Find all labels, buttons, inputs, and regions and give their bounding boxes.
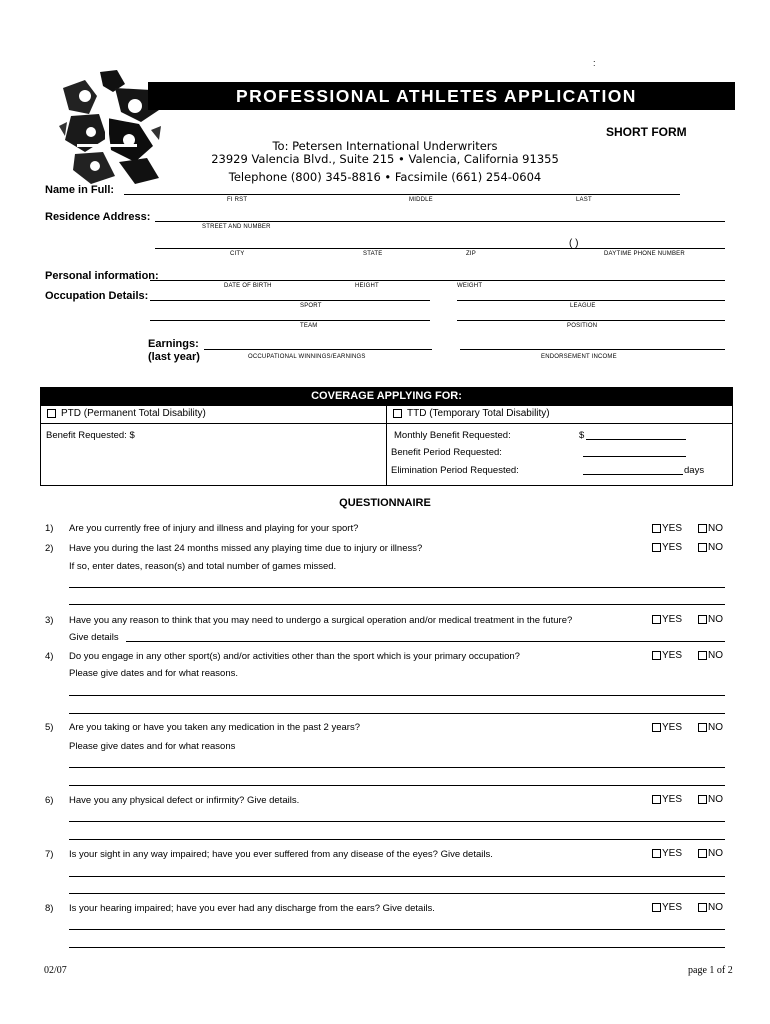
benefit-period-field[interactable] [583, 456, 686, 457]
q7-text: Is your sight in any way impaired; have you ever suffered from any disease of the eyes? Give details. [69, 849, 493, 860]
ptd-label: PTD (Permanent Total Disability) [61, 408, 206, 419]
q5-yes-checkbox[interactable] [652, 723, 661, 732]
city-sublabel: CITY [230, 251, 245, 257]
middle-sublabel: MIDDLE [409, 197, 433, 203]
q4-yes-checkbox[interactable] [652, 651, 661, 660]
q8-answer-line-1[interactable] [69, 929, 725, 930]
position-field[interactable] [457, 320, 725, 321]
monthly-benefit-label: Monthly Benefit Requested: [394, 430, 511, 441]
q4-yes-label: YES [662, 650, 683, 661]
earnings-label: Earnings: [148, 338, 199, 350]
q7-no-checkbox[interactable] [698, 849, 707, 858]
q6-text: Have you any physical defect or infirmity? Give details. [69, 795, 300, 806]
q2-text: Have you during the last 24 months missed any playing time due to injury or illness? [69, 543, 423, 554]
athletes-collage-logo [55, 66, 163, 186]
q8-no-checkbox[interactable] [698, 903, 707, 912]
q2-answer-line-1[interactable] [69, 587, 725, 588]
q2-answer-line-2[interactable] [69, 604, 725, 605]
q3-details-line[interactable] [126, 641, 725, 642]
q3-number: 3) [45, 615, 54, 626]
q5-number: 5) [45, 722, 54, 733]
q2-no-label: NO [708, 542, 723, 553]
team-field[interactable] [150, 320, 430, 321]
form-title: PROFESSIONAL ATHLETES APPLICATION [148, 82, 735, 110]
q1-no-checkbox[interactable] [698, 524, 707, 533]
q3-yes-checkbox[interactable] [652, 615, 661, 624]
q4-answer-line-1[interactable] [69, 695, 725, 696]
winnings-field[interactable] [204, 349, 432, 350]
league-field[interactable] [457, 300, 725, 301]
endorsement-sublabel: ENDORSEMENT INCOME [541, 354, 617, 360]
q6-answer-line-1[interactable] [69, 821, 725, 822]
city-state-zip-phone-field[interactable] [155, 248, 725, 249]
occupation-label: Occupation Details: [45, 290, 149, 302]
q7-answer-line-2[interactable] [69, 893, 725, 894]
dob-sublabel: DATE OF BIRTH [224, 283, 272, 289]
benefit-period-label: Benefit Period Requested: [391, 447, 502, 458]
q1-number: 1) [45, 523, 54, 534]
winnings-sublabel: OCCUPATIONAL WINNINGS/EARNINGS [248, 354, 366, 360]
height-sublabel: HEIGHT [355, 283, 379, 289]
q6-yes-checkbox[interactable] [652, 795, 661, 804]
name-label: Name in Full: [45, 184, 115, 196]
q5-text: Are you taking or have you taken any medication in the past 2 years? [69, 722, 360, 733]
q7-answer-line-1[interactable] [69, 876, 725, 877]
first-sublabel: FI RST [227, 197, 248, 203]
q3-text: Have you any reason to think that you may need to undergo a surgical operation and/or medical treatment in the future? [69, 615, 573, 626]
street-sublabel: STREET AND NUMBER [202, 224, 271, 230]
monthly-benefit-field[interactable] [586, 439, 686, 440]
phone-sublabel: DAYTIME PHONE NUMBER [604, 251, 685, 257]
q4-number: 4) [45, 651, 54, 662]
q3-yes-label: YES [662, 614, 683, 625]
elimination-period-label: Elimination Period Requested: [391, 465, 519, 476]
phone-area-paren: ( ) [569, 238, 579, 249]
zip-sublabel: ZIP [466, 251, 476, 257]
to-line: To: Petersen International Underwriters [272, 139, 498, 153]
q4-no-label: NO [708, 650, 723, 661]
q7-yes-label: YES [662, 848, 683, 859]
q2-yes-checkbox[interactable] [652, 543, 661, 552]
q5-no-label: NO [708, 722, 723, 733]
benefit-requested-label: Benefit Requested: $ [46, 430, 135, 441]
q4-no-checkbox[interactable] [698, 651, 707, 660]
state-sublabel: STATE [363, 251, 383, 257]
q1-yes-label: YES [662, 523, 683, 534]
q7-yes-checkbox[interactable] [652, 849, 661, 858]
ttd-label: TTD (Temporary Total Disability) [407, 408, 550, 419]
coverage-heading: COVERAGE APPLYING FOR: [40, 387, 733, 405]
q5-answer-line-1[interactable] [69, 767, 725, 768]
q8-yes-label: YES [662, 902, 683, 913]
personal-info-label: Personal information: [45, 270, 159, 282]
q5-subtext: Please give dates and for what reasons [69, 741, 236, 752]
personal-info-field[interactable] [150, 280, 725, 281]
q6-yes-label: YES [662, 794, 683, 805]
residence-label: Residence Address: [45, 211, 151, 223]
q4-text: Do you engage in any other sport(s) and/or activities other than the sport which is your primary occupation? [69, 651, 520, 662]
q3-subtext: Give details [69, 632, 119, 643]
short-form-label: SHORT FORM [606, 125, 687, 139]
weight-sublabel: WEIGHT [457, 283, 483, 289]
days-label: days [684, 465, 705, 476]
position-sublabel: POSITION [567, 323, 598, 329]
address-line: 23929 Valencia Blvd., Suite 215 • Valencia, California 91355 [211, 152, 559, 166]
q8-text: Is your hearing impaired; have you ever had any discharge from the ears? Give details. [69, 903, 435, 914]
ptd-checkbox[interactable] [47, 409, 56, 418]
q7-number: 7) [45, 849, 54, 860]
coverage-col-divider [386, 405, 387, 486]
league-sublabel: LEAGUE [570, 303, 596, 309]
q2-number: 2) [45, 543, 54, 554]
q5-answer-line-2[interactable] [69, 785, 725, 786]
last-sublabel: LAST [576, 197, 592, 203]
sport-sublabel: SPORT [300, 303, 322, 309]
q8-number: 8) [45, 903, 54, 914]
q6-no-checkbox[interactable] [698, 795, 707, 804]
sport-field[interactable] [150, 300, 430, 301]
q8-answer-line-2[interactable] [69, 947, 725, 948]
q7-no-label: NO [708, 848, 723, 859]
q1-no-label: NO [708, 523, 723, 534]
q6-number: 6) [45, 795, 54, 806]
q8-yes-checkbox[interactable] [652, 903, 661, 912]
q2-subtext: If so, enter dates, reason(s) and total number of games missed. [69, 561, 337, 572]
q2-no-checkbox[interactable] [698, 543, 707, 552]
footer-page-number: page 1 of 2 [688, 965, 733, 976]
endorsement-field[interactable] [460, 349, 725, 350]
q5-no-checkbox[interactable] [698, 723, 707, 732]
q8-no-label: NO [708, 902, 723, 913]
earnings-year-label: (last year) [148, 351, 200, 363]
q5-yes-label: YES [662, 722, 683, 733]
questionnaire-heading: QUESTIONNAIRE [339, 497, 431, 509]
phone-line: Telephone (800) 345-8816 • Facsimile (661) 254-0604 [228, 170, 542, 184]
street-field[interactable] [155, 221, 725, 222]
q4-answer-line-2[interactable] [69, 713, 725, 714]
elimination-period-field[interactable] [583, 474, 683, 475]
team-sublabel: TEAM [300, 323, 318, 329]
q3-no-label: NO [708, 614, 723, 625]
q3-no-checkbox[interactable] [698, 615, 707, 624]
q2-yes-label: YES [662, 542, 683, 553]
footer-date: 02/07 [44, 965, 67, 976]
q1-text: Are you currently free of injury and illness and playing for your sport? [69, 523, 359, 534]
q1-yes-checkbox[interactable] [652, 524, 661, 533]
q4-subtext: Please give dates and for what reasons. [69, 668, 238, 679]
name-field[interactable] [124, 194, 680, 195]
q6-no-label: NO [708, 794, 723, 805]
monthly-dollar-sign: $ [579, 430, 585, 441]
q6-answer-line-2[interactable] [69, 839, 725, 840]
ttd-checkbox[interactable] [393, 409, 402, 418]
corner-mark: : [593, 58, 596, 68]
